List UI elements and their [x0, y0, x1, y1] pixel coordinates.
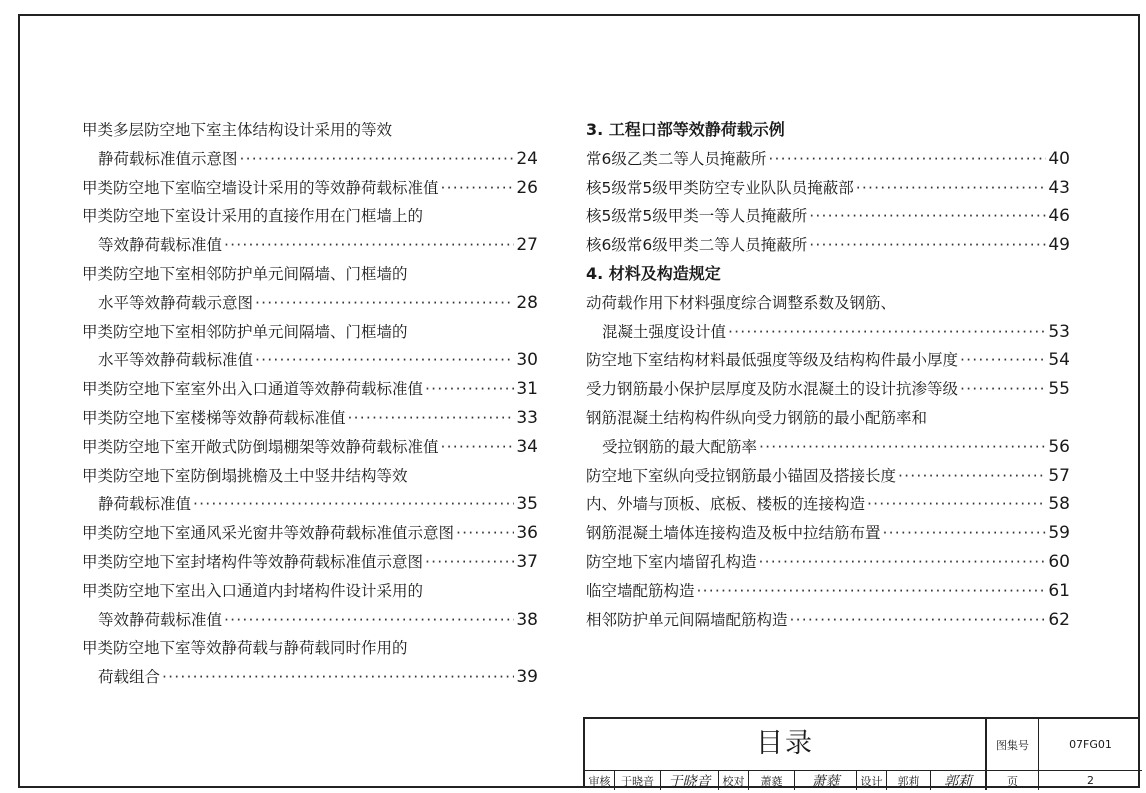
- toc-entry-text: 甲类防空地下室楼梯等效静荷载标准值: [82, 408, 346, 427]
- toc-page-number: 49: [1048, 235, 1070, 256]
- toc-entry: [586, 375, 1070, 404]
- toc-entry: [586, 462, 1070, 491]
- toc-page-number: 37: [516, 551, 538, 572]
- toc-right-column: [586, 116, 1070, 634]
- toc-entry: [82, 663, 538, 692]
- toc-entry: [586, 318, 1070, 347]
- toc-entry-text: 防空地下室内墙留孔构造: [586, 552, 757, 571]
- toc-entry: [586, 404, 1070, 433]
- toc-entry: [82, 260, 538, 289]
- toc-leader-dots: [960, 375, 1046, 404]
- toc-entry: [82, 490, 538, 519]
- design-label: 设计: [857, 771, 887, 790]
- toc-entry: [82, 634, 538, 663]
- toc-leader-dots: [224, 606, 514, 635]
- toc-leader-dots: [193, 490, 514, 519]
- toc-entry-text: 甲类防空地下室防倒塌挑檐及土中竖井结构等效: [82, 466, 408, 485]
- toc-leader-dots: [425, 375, 514, 404]
- designer-signature: 郭莉: [931, 771, 987, 790]
- toc-page-number: 62: [1048, 609, 1070, 630]
- toc-entry-text: 等效静荷载标准值: [98, 236, 223, 255]
- toc-page-number: 40: [1048, 148, 1070, 169]
- toc-entry-text: 甲类防空地下室相邻防护单元间隔墙、门框墙的: [82, 322, 408, 341]
- title-block: [583, 717, 1140, 788]
- toc-entry-text: 甲类防空地下室等效静荷载与静荷载同时作用的: [82, 639, 408, 658]
- toc-entry: [82, 202, 538, 231]
- toc-entry-text: 静荷载标准值: [98, 495, 192, 514]
- toc-entry: [586, 490, 1070, 519]
- toc-page-number: 33: [516, 407, 538, 428]
- toc-page-number: 28: [516, 292, 538, 313]
- toc-entry-text: 静荷载标准值示意图: [98, 149, 238, 168]
- toc-leader-dots: [759, 433, 1046, 462]
- toc-page-number: 39: [516, 667, 538, 688]
- toc-leader-dots: [768, 145, 1046, 174]
- toc-page-number: 54: [1048, 350, 1070, 371]
- review-label: 审核: [585, 771, 615, 790]
- checker-signature: 萧蕤: [795, 771, 857, 790]
- toc-leader-dots: [425, 548, 514, 577]
- toc-entry: [82, 606, 538, 635]
- atlas-label: 图集号: [987, 719, 1039, 771]
- toc-leader-dots: [441, 433, 515, 462]
- toc-entry: [586, 433, 1070, 462]
- toc-leader-dots: [898, 462, 1046, 491]
- toc-leader-dots: [867, 490, 1046, 519]
- toc-page-number: 43: [1048, 177, 1070, 198]
- toc-page-number: 24: [516, 148, 538, 169]
- toc-entry-text: 甲类防空地下室相邻防护单元间隔墙、门框墙的: [82, 264, 408, 283]
- toc-page-number: 27: [516, 235, 538, 256]
- toc-entry: [82, 318, 538, 347]
- toc-entry-text: 水平等效静荷载标准值: [98, 351, 254, 370]
- toc-page-number: 55: [1048, 379, 1070, 400]
- toc-entry: [82, 174, 538, 203]
- toc-entry-text: 防空地下室结构材料最低强度等级及结构构件最小厚度: [586, 351, 959, 370]
- toc-entry-text: 甲类防空地下室开敞式防倒塌棚架等效静荷载标准值: [82, 437, 439, 456]
- toc-entry: [82, 548, 538, 577]
- toc-entry-text: 相邻防护单元间隔墙配筋构造: [586, 610, 788, 629]
- toc-entry-text: 3. 工程口部等效静荷载示例: [586, 120, 785, 139]
- toc-entry: [82, 433, 538, 462]
- toc-entry-text: 水平等效静荷载示意图: [98, 293, 254, 312]
- toc-leader-dots: [162, 663, 514, 692]
- toc-entry-text: 内、外墙与顶板、底板、楼板的连接构造: [586, 495, 866, 514]
- page-label: 页: [987, 771, 1039, 790]
- toc-entry: [586, 346, 1070, 375]
- reviewer-name: 于晓音: [615, 771, 661, 790]
- toc-entry-text: 动荷载作用下材料强度综合调整系数及钢筋、: [586, 293, 897, 312]
- toc-entry: [586, 519, 1070, 548]
- toc-page-number: 34: [516, 436, 538, 457]
- toc-leader-dots: [441, 174, 515, 203]
- toc-entry: [82, 289, 538, 318]
- toc-page-number: 60: [1048, 551, 1070, 572]
- toc-page-number: 31: [516, 379, 538, 400]
- toc-page-number: 59: [1048, 523, 1070, 544]
- toc-leader-dots: [697, 577, 1047, 606]
- toc-entry-text: 4. 材料及构造规定: [586, 263, 721, 283]
- toc-leader-dots: [348, 404, 515, 433]
- toc-section-heading: [586, 116, 1070, 145]
- toc-entry-text: 受力钢筋最小保护层厚度及防水混凝土的设计抗渗等级: [586, 380, 959, 399]
- toc-entry: [82, 404, 538, 433]
- toc-entry-text: 钢筋混凝土墙体连接构造及板中拉结筋布置: [586, 524, 881, 543]
- toc-entry: [586, 145, 1070, 174]
- toc-entry: [82, 577, 538, 606]
- toc-entry-text: 甲类防空地下室出入口通道内封堵构件设计采用的: [82, 581, 424, 600]
- toc-leader-dots: [960, 346, 1046, 375]
- toc-leader-dots: [728, 318, 1046, 347]
- toc-entry-text: 混凝土强度设计值: [602, 322, 727, 341]
- checker-name: 萧蕤: [749, 771, 795, 790]
- designer-name: 郭莉: [887, 771, 931, 790]
- toc-entry: [586, 202, 1070, 231]
- toc-entry-text: 甲类防空地下室封堵构件等效静荷载标准值示意图: [82, 552, 424, 571]
- toc-entry: [82, 462, 538, 491]
- atlas-number: 07FG01: [1039, 719, 1142, 771]
- toc-leader-dots: [759, 548, 1047, 577]
- toc-entry: [82, 346, 538, 375]
- reviewer-signature: 于晓音: [661, 771, 719, 790]
- toc-entry-text: 核5级常5级甲类一等人员掩蔽所: [586, 207, 808, 226]
- toc-leader-dots: [240, 145, 515, 174]
- toc-page-number: 38: [516, 609, 538, 630]
- toc-leader-dots: [255, 289, 514, 318]
- toc-entry-text: 临空墙配筋构造: [586, 581, 695, 600]
- toc-entry-text: 受拉钢筋的最大配筋率: [602, 437, 758, 456]
- toc-leader-dots: [883, 519, 1047, 548]
- toc-entry-text: 甲类防空地下室临空墙设计采用的等效静荷载标准值: [82, 178, 439, 197]
- toc-entry: [82, 145, 538, 174]
- toc-entry-text: 常6级乙类二等人员掩蔽所: [586, 149, 767, 168]
- toc-entry-text: 甲类防空地下室通风采光窗井等效静荷载标准值示意图: [82, 524, 455, 543]
- toc-entry-text: 钢筋混凝土结构构件纵向受力钢筋的最小配筋率和: [586, 408, 928, 427]
- toc-page-number: 53: [1048, 321, 1070, 342]
- page-number: 2: [1087, 774, 1094, 787]
- toc-left-column: [82, 116, 538, 692]
- toc-page-number: 57: [1048, 465, 1070, 486]
- toc-entry: [586, 577, 1070, 606]
- toc-page-number: 30: [516, 350, 538, 371]
- toc-entry-text: 等效静荷载标准值: [98, 610, 223, 629]
- toc-entry: [82, 519, 538, 548]
- toc-entry-text: 荷载组合: [98, 668, 161, 687]
- toc-entry: [586, 606, 1070, 635]
- toc-leader-dots: [809, 231, 1046, 260]
- toc-entry: [82, 231, 538, 260]
- toc-entry: [586, 174, 1070, 203]
- toc-leader-dots: [856, 174, 1047, 203]
- toc-leader-dots: [790, 606, 1047, 635]
- check-label: 校对: [719, 771, 749, 790]
- toc-entry-text: 核6级常6级甲类二等人员掩蔽所: [586, 236, 808, 255]
- toc-leader-dots: [224, 231, 514, 260]
- toc-entry-text: 甲类防空地下室室外出入口通道等效静荷载标准值: [82, 380, 424, 399]
- toc-entry: [82, 375, 538, 404]
- toc-entry-text: 甲类防空地下室设计采用的直接作用在门框墙上的: [82, 207, 424, 226]
- toc-leader-dots: [255, 346, 514, 375]
- toc-entry: [586, 289, 1070, 318]
- toc-page-number: 61: [1048, 580, 1070, 601]
- toc-page-number: 46: [1048, 206, 1070, 227]
- toc-entry-text: 核5级常5级甲类防空专业队队员掩蔽部: [586, 178, 854, 197]
- toc-section-heading: [586, 260, 1070, 289]
- toc-page-number: 26: [516, 177, 538, 198]
- toc-page-number: 56: [1048, 436, 1070, 457]
- toc-entry: [586, 548, 1070, 577]
- title-block-title: 目录: [585, 719, 987, 771]
- toc-page-number: 35: [516, 494, 538, 515]
- toc-leader-dots: [456, 519, 514, 548]
- toc-page-number: 58: [1048, 494, 1070, 515]
- toc-entry-text: 甲类多层防空地下室主体结构设计采用的等效: [82, 121, 393, 139]
- toc-entry: [586, 231, 1070, 260]
- toc-leader-dots: [809, 202, 1046, 231]
- toc-entry-text: 防空地下室纵向受拉钢筋最小锚固及搭接长度: [586, 466, 897, 485]
- toc-page-number: 36: [516, 523, 538, 544]
- toc-entry: [82, 116, 538, 145]
